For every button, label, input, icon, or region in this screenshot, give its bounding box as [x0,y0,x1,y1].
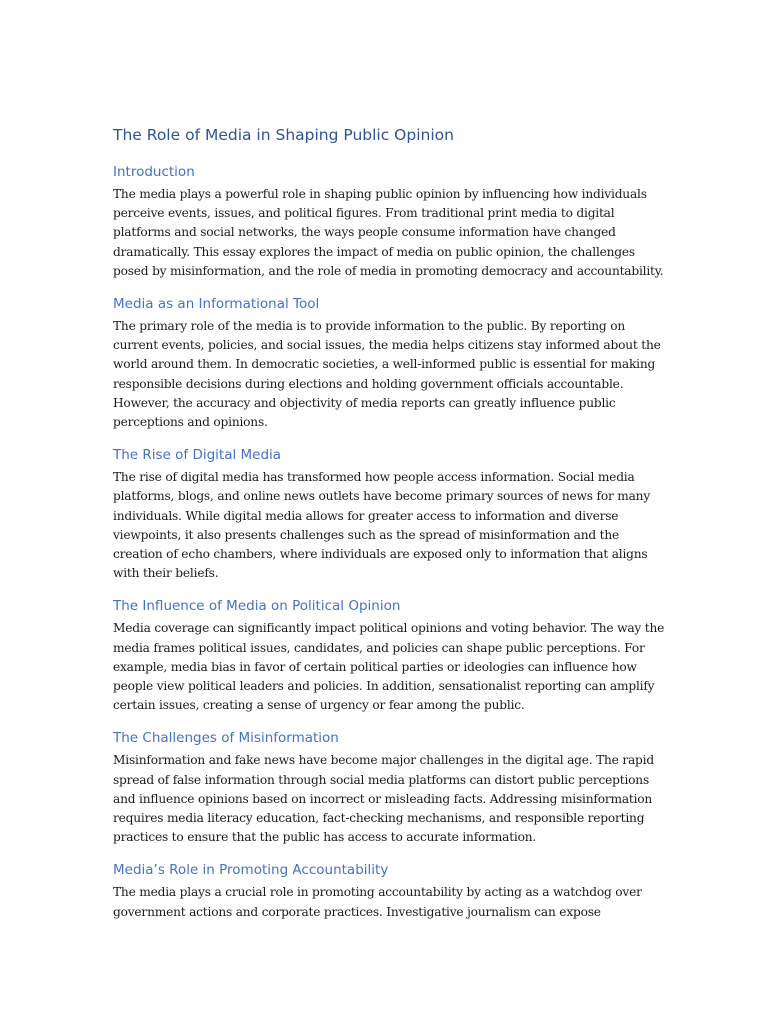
paragraph-line: people view political leaders and policies. In addition, sensationalist reporting can amplify [113,679,655,694]
paragraph-line: The rise of digital media has transformed how people access information. Social media [113,470,635,485]
paragraph-line: perceptions and opinions. [113,415,268,430]
section-paragraph [113,468,668,583]
document-body [113,124,668,935]
paragraph-line: creation of echo chambers, where individuals are exposed only to information that aligns [113,547,648,562]
paragraph-line: government actions and corporate practices. Investigative journalism can expose [113,904,601,919]
paragraph-line: The media plays a crucial role in promoting accountability by acting as a watchdog over [113,885,642,900]
document-section [113,162,668,281]
document-section [113,294,668,432]
paragraph-line: example, media bias in favor of certain political parties or ideologies can influence how [113,659,637,674]
section-heading: The Challenges of Misinformation [113,730,339,747]
paragraph-line: responsible decisions during elections and holding government officials accountable. [113,376,624,391]
section-heading: The Rise of Digital Media [113,447,282,464]
paragraph-line: with their beliefs. [113,566,219,581]
paragraph-line: requires media literacy education, fact-checking mechanisms, and responsible reporting [113,811,645,826]
section-paragraph [113,883,668,921]
paragraph-line: However, the accuracy and objectivity of media reports can greatly influence public [113,395,616,410]
section-heading: Media as an Informational Tool [113,296,320,313]
section-paragraph [113,317,668,432]
paragraph-line: certain issues, creating a sense of urgency or fear among the public. [113,698,525,713]
document-section [113,445,668,583]
paragraph-line: viewpoints, it also presents challenges such as the spread of misinformation and the [113,527,620,542]
sections-container [113,162,668,922]
section-paragraph [113,185,668,281]
section-paragraph [113,619,668,715]
paragraph-line: The primary role of the media is to provide information to the public. By reporting on [113,319,625,334]
paragraph-line: and influence opinions based on incorrect or misleading facts. Addressing misinformation [113,791,653,806]
paragraph-line: platforms, blogs, and online news outlets have become primary sources of news for many [113,489,651,504]
document-section [113,596,668,715]
document-title: The Role of Media in Shaping Public Opinion [113,126,454,144]
section-heading: Introduction [113,164,195,180]
section-heading: The Influence of Media on Political Opinion [113,598,401,615]
paragraph-line: individuals. While digital media allows for greater access to information and diverse [113,508,619,523]
paragraph-line: The media plays a powerful role in shaping public opinion by influencing how individuals [113,187,647,201]
paragraph-line: media frames political issues, candidates, and policies can shape public perceptions. For [113,640,645,655]
paragraph-line: platforms and social networks, the ways people consume information have changed [113,225,616,240]
paragraph-line: Misinformation and fake news have become major challenges in the digital age. The rapid [113,753,654,768]
paragraph-line: Media coverage can significantly impact political opinions and voting behavior. The way the [113,621,665,636]
paragraph-line: world around them. In democratic societies, a well-informed public is essential for making [113,357,656,372]
paragraph-line: practices to ensure that the public has access to accurate information. [113,830,537,845]
paragraph-line: posed by misinformation, and the role of media in promoting democracy and accountability. [113,263,664,278]
section-heading: Media’s Role in Promoting Accountability [113,862,389,879]
paragraph-line: perceive events, issues, and political figures. From traditional print media to digital [113,206,615,221]
paragraph-line: spread of false information through social media platforms can distort public perceptions [113,772,650,787]
paragraph-line: current events, policies, and social issues, the media helps citizens stay informed about the [113,338,661,353]
paragraph-line: dramatically. This essay explores the impact of media on public opinion, the challenges [113,244,635,259]
document-section [113,860,668,921]
section-paragraph [113,751,668,847]
document-section [113,728,668,847]
